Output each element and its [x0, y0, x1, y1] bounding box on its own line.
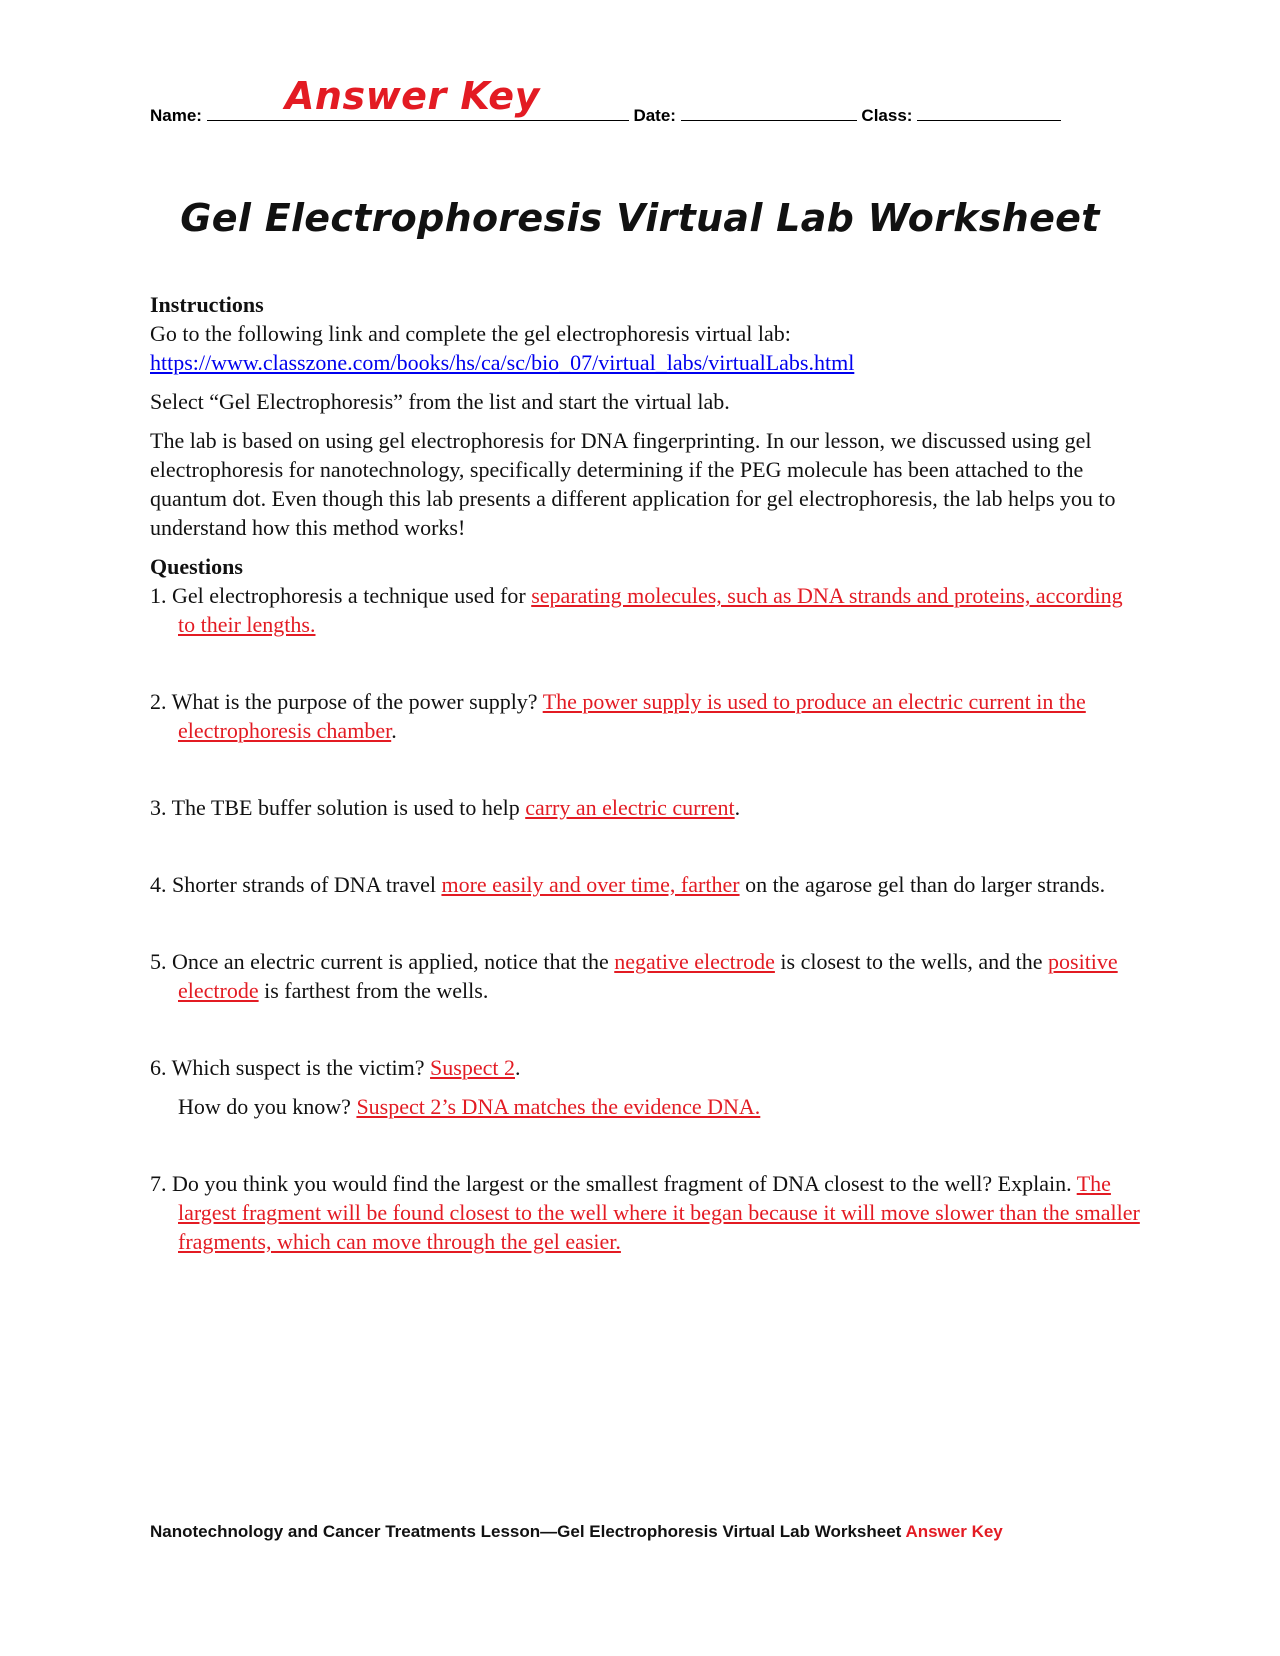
answer-1: separating molecules, such as DNA strands and proteins, according to their lengths. — [178, 583, 1123, 637]
questions-heading: Questions — [150, 554, 243, 579]
date-label: Date: — [633, 106, 676, 125]
answer-3: carry an electric current — [525, 795, 735, 820]
page-footer — [150, 1522, 1003, 1542]
instructions-heading: Instructions — [150, 292, 264, 317]
answer-4: more easily and over time, farther — [441, 872, 740, 897]
question-7: 7. Do you think you would find the largest or the smallest fragment of DNA closest to the well? Explain. The largest fragment will be found closest to the well where it began because it will move slower than the smaller fragments, which can move through the gel easier. — [150, 1171, 1140, 1254]
answer-5b: positive electrode — [178, 949, 1118, 1003]
answer-7: The largest fragment will be found closest to the well where it began because it will move slower than the smaller fragments, which can move through the gel easier. — [178, 1171, 1140, 1254]
question-6: 6. Which suspect is the victim? Suspect 2. — [150, 1055, 521, 1080]
instructions-paragraph: The lab is based on using gel electrophoresis for DNA fingerprinting. In our lesson, we discussed using gel electrophoresis for nanotechnology, specifically determining if the PEG molecule has been attached to the quantum dot. Even though this lab presents a different application for gel electrophoresis, the lab helps you to understand how this method works! — [150, 428, 1116, 540]
header-fields — [150, 104, 1090, 126]
question-5: 5. Once an electric current is applied, notice that the negative electrode is closest to the wells, and the positive electrode is farthest from the wells. — [150, 949, 1118, 1003]
question-3: 3. The TBE buffer solution is used to help carry an electric current. — [150, 795, 741, 820]
name-blank — [207, 104, 629, 121]
question-1: 1. Gel electrophoresis a technique used for separating molecules, such as DNA strands and proteins, according to their lengths. — [150, 583, 1123, 637]
question-6-followup: How do you know? Suspect 2’s DNA matches the evidence DNA. — [178, 1094, 761, 1119]
name-label: Name: — [150, 106, 202, 125]
date-blank — [681, 104, 857, 121]
footer-text: Nanotechnology and Cancer Treatments Lesson—Gel Electrophoresis Virtual Lab Worksheet — [150, 1522, 906, 1541]
class-blank — [917, 104, 1061, 121]
question-4: 4. Shorter strands of DNA travel more easily and over time, farther on the agarose gel than do larger strands. — [150, 872, 1106, 897]
answer-6: Suspect 2 — [430, 1055, 515, 1080]
worksheet-content — [150, 290, 1140, 1256]
answer-2: The power supply is used to produce an electric current in the electrophoresis chamber — [178, 689, 1086, 743]
instructions-line1: Go to the following link and complete the gel electrophoresis virtual lab: — [150, 321, 791, 346]
answer-5a: negative electrode — [614, 949, 775, 974]
class-label: Class: — [861, 106, 913, 125]
virtual-lab-link[interactable]: https://www.classzone.com/books/hs/ca/sc/bio_07/virtual_labs/virtualLabs.html — [150, 350, 855, 375]
page-title: Gel Electrophoresis Virtual Lab Worksheet — [180, 196, 1100, 240]
footer-answer-key: Answer Key — [905, 1522, 1003, 1541]
answer-6-followup: Suspect 2’s DNA matches the evidence DNA. — [356, 1094, 761, 1119]
instructions-line2: Select “Gel Electrophoresis” from the list and start the virtual lab. — [150, 389, 730, 414]
answer-key-handwritten: Answer Key — [285, 74, 540, 118]
question-2: 2. What is the purpose of the power supply? The power supply is used to produce an electric current in the electrophoresis chamber. — [150, 689, 1086, 743]
